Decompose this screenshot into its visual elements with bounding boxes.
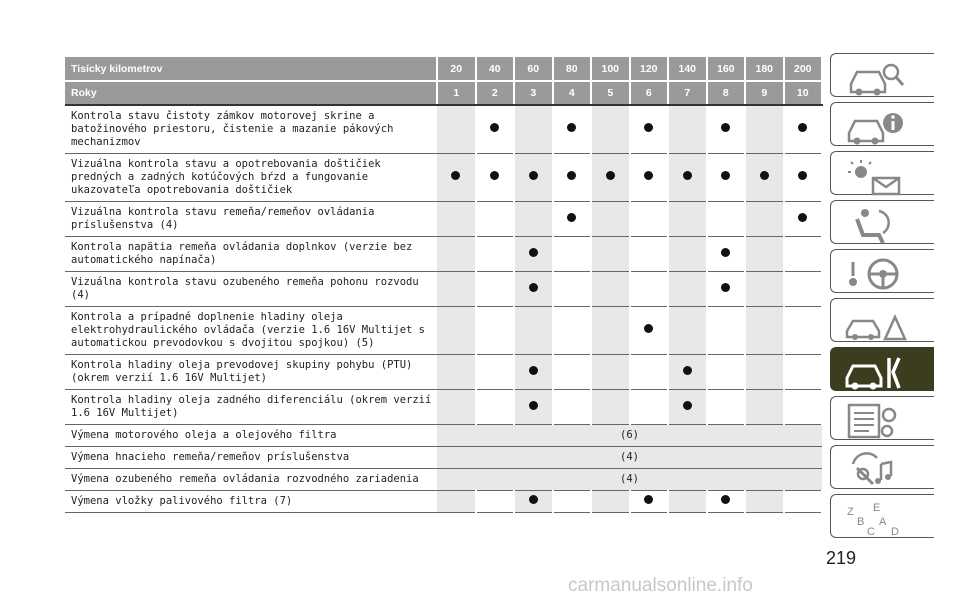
interval-cell [668,154,707,202]
chapter-tab[interactable] [830,249,934,293]
table-row [65,390,822,425]
interval-cell [707,105,746,154]
chapter-tab[interactable] [830,494,934,538]
svg-text:E: E [873,502,881,514]
row-description: Výmena ozubeného remeňa ovládania rozvodného zariadenia [65,469,437,491]
table-row [65,355,822,390]
interval-cell [707,307,746,355]
chapter-tab[interactable] [830,102,934,146]
check-dot-icon [490,171,499,180]
interval-cell [553,202,592,237]
row-description: Kontrola a prípadné doplnenie hladiny oleja elektrohydraulického ovládača (verzie 1.6 16V Multijet s automatickou prevodovkou s dvojitou spojkou) (5) [65,307,437,355]
check-dot-icon [490,123,499,132]
interval-cell [591,355,630,390]
car-search-icon [843,58,907,98]
chapter-tab[interactable] [830,200,934,244]
interval-cell [745,272,784,307]
check-dot-icon [567,171,576,180]
interval-cell [553,237,592,272]
interval-cell [630,154,669,202]
km-header-cell: 80 [553,57,592,81]
interval-cell [745,491,784,513]
interval-cell [553,272,592,307]
interval-cell [630,390,669,425]
interval-cell [591,307,630,355]
warning-lights-icon [843,156,907,196]
check-dot-icon [683,171,692,180]
interval-cell [630,491,669,513]
interval-cell [668,355,707,390]
km-header-row [65,57,822,81]
interval-note: (6) [437,425,822,447]
km-header-cell: 60 [514,57,553,81]
steering-wheel-icon [843,254,907,294]
interval-cell [668,272,707,307]
interval-cell [745,237,784,272]
interval-cell [476,105,515,154]
check-dot-icon [798,213,807,222]
table-row [65,237,822,272]
table-body [65,105,822,513]
table-row [65,469,822,491]
row-description: Kontrola stavu čistoty zámkov motorovej skrine a batožinového priestoru, čistenie a mazanie pákových mechanizmov [65,105,437,154]
table-row [65,491,822,513]
interval-cell [630,202,669,237]
years-header-cell: 1 [437,81,476,105]
chapter-tab[interactable] [830,151,934,195]
row-description: Výmena motorového oleja a olejového filtra [65,425,437,447]
row-description: Výmena hnacieho remeňa/remeňov príslušenstva [65,447,437,469]
years-header-cell: 9 [745,81,784,105]
interval-note: (4) [437,469,822,491]
check-dot-icon [644,495,653,504]
check-dot-icon [606,171,615,180]
check-dot-icon [721,123,730,132]
interval-cell [514,105,553,154]
chapter-tab[interactable] [830,298,934,342]
interval-cell [668,237,707,272]
interval-cell [591,272,630,307]
interval-cell [630,105,669,154]
interval-cell [553,105,592,154]
interval-cell [784,355,823,390]
years-header-cell: 4 [553,81,592,105]
row-description: Vizuálna kontrola stavu remeňa/remeňov ovládania príslušenstva (4) [65,202,437,237]
interval-cell [437,202,476,237]
km-header-cell: 180 [745,57,784,81]
check-dot-icon [644,324,653,333]
interval-cell [784,154,823,202]
interval-cell [514,491,553,513]
years-header-cell: 10 [784,81,823,105]
km-header-cell: 40 [476,57,515,81]
interval-cell [514,355,553,390]
svg-text:C: C [867,526,875,538]
interval-cell [437,272,476,307]
interval-cell [707,355,746,390]
check-dot-icon [529,495,538,504]
check-dot-icon [798,123,807,132]
interval-cell [745,355,784,390]
watermark: carmanualsonline.info [568,575,753,596]
years-header-cell: 7 [668,81,707,105]
interval-cell [437,105,476,154]
interval-cell [476,154,515,202]
interval-cell [668,390,707,425]
interval-cell [707,154,746,202]
interval-cell [553,355,592,390]
km-header-cell: 160 [707,57,746,81]
interval-cell [437,491,476,513]
interval-cell [437,390,476,425]
check-dot-icon [529,171,538,180]
interval-cell [591,202,630,237]
check-dot-icon [721,283,730,292]
interval-cell [630,272,669,307]
interval-cell [476,202,515,237]
seat-airbag-icon [843,205,907,245]
interval-cell [784,272,823,307]
interval-cell [745,202,784,237]
interval-cell [707,202,746,237]
km-header-cell: 20 [437,57,476,81]
car-maintenance-icon [843,352,907,392]
chapter-tab[interactable] [830,53,934,97]
check-dot-icon [451,171,460,180]
row-description: Vizuálna kontrola stavu a opotrebovania doštičiek predných a zadných kotúčových bŕzd a fungovanie ukazovateľa opotrebovania doštičiek [65,154,437,202]
interval-cell [784,105,823,154]
interval-cell [745,105,784,154]
interval-cell [668,307,707,355]
chapter-tab[interactable] [830,347,934,391]
table-row [65,447,822,469]
table-row [65,272,822,307]
interval-cell [630,237,669,272]
check-dot-icon [683,366,692,375]
chapter-tab[interactable] [830,445,934,489]
interval-cell [514,237,553,272]
interval-cell [745,154,784,202]
table-row [65,105,822,154]
interval-cell [553,307,592,355]
svg-text:B: B [857,516,865,528]
check-dot-icon [529,248,538,257]
interval-cell [630,355,669,390]
chapter-tab[interactable] [830,396,934,440]
interval-cell [591,237,630,272]
km-header-cell: 120 [630,57,669,81]
interval-cell [514,202,553,237]
check-dot-icon [529,366,538,375]
interval-cell [553,390,592,425]
years-header-row [65,81,822,105]
interval-cell [437,355,476,390]
table-row [65,202,822,237]
table-row [65,307,822,355]
interval-cell [591,390,630,425]
maintenance-schedule-table [65,57,823,513]
check-dot-icon [721,248,730,257]
interval-cell [630,307,669,355]
check-dot-icon [721,171,730,180]
interval-cell [668,491,707,513]
interval-cell [668,202,707,237]
interval-cell [476,355,515,390]
check-dot-icon [683,401,692,410]
km-header-cell: 140 [668,57,707,81]
km-header-cell: 100 [591,57,630,81]
km-header-cell: 200 [784,57,823,81]
interval-cell [707,237,746,272]
interval-cell [514,390,553,425]
interval-cell [553,491,592,513]
interval-cell [707,272,746,307]
check-dot-icon [567,123,576,132]
roadside-emergency-icon [843,303,907,343]
check-dot-icon [644,123,653,132]
row-description: Kontrola napätia remeňa ovládania doplnkov (verzie bez automatického napínača) [65,237,437,272]
interval-cell [476,237,515,272]
years-header-cell: 8 [707,81,746,105]
check-dot-icon [798,171,807,180]
check-dot-icon [567,213,576,222]
interval-cell [437,307,476,355]
row-description: Vizuálna kontrola stavu ozubeného remeňa pohonu rozvodu (4) [65,272,437,307]
interval-cell [476,390,515,425]
interval-cell [745,390,784,425]
interval-cell [784,491,823,513]
row-description: Výmena vložky palivového filtra (7) [65,491,437,513]
interval-cell [553,154,592,202]
row-description: Kontrola hladiny oleja prevodovej skupiny pohybu (PTU) (okrem verzií 1.6 16V Multijet) [65,355,437,390]
interval-cell [476,307,515,355]
interval-cell [745,307,784,355]
check-dot-icon [529,401,538,410]
years-header-cell: 3 [514,81,553,105]
interval-cell [591,105,630,154]
alphabetical-index-icon [843,499,907,539]
interval-cell [591,491,630,513]
interval-cell [476,272,515,307]
km-header-label: Tisícky kilometrov [65,57,437,81]
svg-text:D: D [891,526,899,538]
years-header-label: Roky [65,81,437,105]
interval-cell [784,390,823,425]
interval-cell [591,154,630,202]
interval-cell [784,307,823,355]
interval-cell [514,307,553,355]
page-number: 219 [826,548,857,568]
svg-text:A: A [879,516,887,528]
chapter-sidebar [830,53,936,546]
interval-cell [476,491,515,513]
interval-cell [437,154,476,202]
check-dot-icon [721,495,730,504]
interval-cell [668,105,707,154]
check-dot-icon [644,171,653,180]
table-row [65,425,822,447]
car-info-icon [843,107,907,147]
interval-cell [437,237,476,272]
svg-text:Z: Z [847,506,854,518]
years-header-cell: 6 [630,81,669,105]
row-description: Kontrola hladiny oleja zadného diferenciálu (okrem verzií 1.6 16V Multijet) [65,390,437,425]
interval-cell [784,202,823,237]
check-dot-icon [529,283,538,292]
interval-cell [707,390,746,425]
technical-data-icon [843,401,907,441]
years-header-cell: 5 [591,81,630,105]
check-dot-icon [760,171,769,180]
interval-cell [514,272,553,307]
multimedia-icon [843,450,907,490]
years-header-cell: 2 [476,81,515,105]
interval-note: (4) [437,447,822,469]
interval-cell [784,237,823,272]
interval-cell [514,154,553,202]
interval-cell [707,491,746,513]
table-row [65,154,822,202]
